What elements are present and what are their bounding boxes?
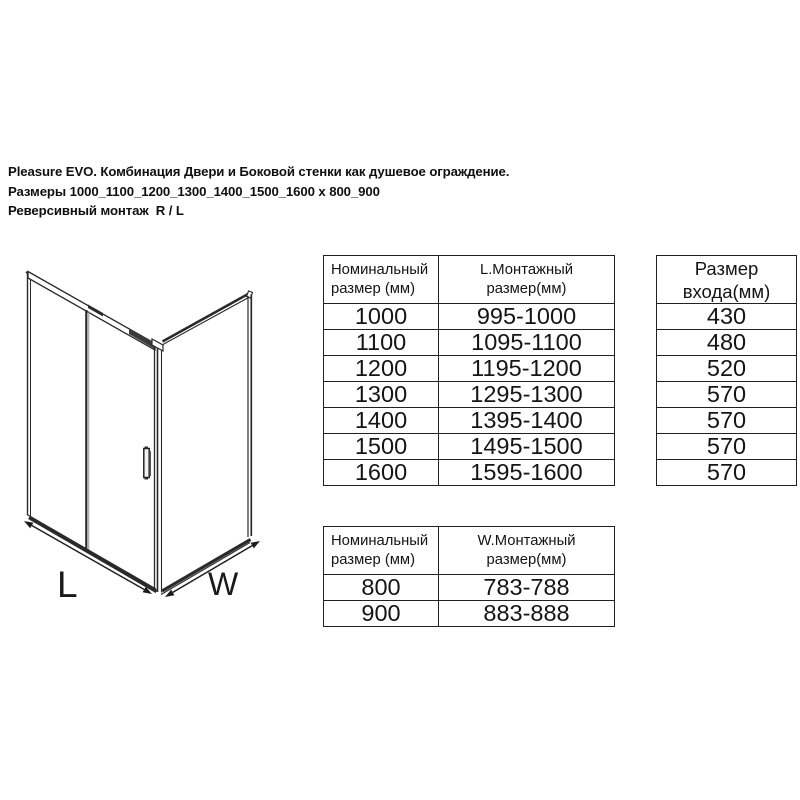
header-line: размер(мм) (486, 280, 567, 297)
page-title-line-2: Размеры 1000_1100_1200_1300_1400_1500_1600 x 800_900 (8, 183, 380, 199)
entry-size-cell: 570 (657, 460, 797, 486)
entry-size-cell: 430 (657, 304, 797, 330)
header-line: размер (мм) (331, 551, 416, 568)
table-header-row (324, 527, 615, 575)
table-row (657, 330, 797, 356)
entry-size-cell: 570 (657, 434, 797, 460)
nominal-size-header (324, 256, 439, 304)
nominal-size-cell: 900 (324, 601, 439, 627)
table-row (657, 460, 797, 486)
table-row (324, 382, 615, 408)
table-row (657, 356, 797, 382)
door-handle (144, 447, 150, 480)
table-header-row (324, 256, 615, 304)
width-label: W (208, 566, 239, 602)
door-front-panel (26, 272, 163, 593)
document-header (8, 162, 509, 221)
header-line: размер (мм) (331, 280, 416, 297)
mounting-size-cell: 995-1000 (439, 304, 615, 330)
entry-size-cell: 480 (657, 330, 797, 356)
nominal-size-cell: 1000 (324, 304, 439, 330)
table-header-row (657, 256, 797, 304)
entry-size-table (656, 255, 797, 486)
nominal-size-cell: 1400 (324, 408, 439, 434)
mounting-size-cell: 1195-1200 (439, 356, 615, 382)
nominal-size-cell: 1300 (324, 382, 439, 408)
side-wall-panel (161, 291, 253, 595)
l-mounting-size-header (439, 256, 615, 304)
shower-enclosure-diagram (0, 250, 300, 630)
header-line: Номинальный (331, 532, 429, 549)
header-line: Размер (694, 257, 759, 279)
entry-size-cell: 520 (657, 356, 797, 382)
nominal-size-cell: 1500 (324, 434, 439, 460)
table-row (657, 434, 797, 460)
table-row (324, 304, 615, 330)
table-row (324, 434, 615, 460)
table-row (657, 408, 797, 434)
page-title-line-3: Реверсивный монтаж R / L (8, 203, 184, 219)
mounting-size-cell: 1595-1600 (439, 460, 615, 486)
table-row (324, 601, 615, 627)
width-size-table (323, 526, 615, 627)
nominal-size-cell: 1200 (324, 356, 439, 382)
nominal-size-cell: 1100 (324, 330, 439, 356)
length-dimension-arrow (24, 521, 152, 594)
entry-size-cell: 570 (657, 408, 797, 434)
mounting-size-cell: 1295-1300 (439, 382, 615, 408)
entry-size-cell: 570 (657, 382, 797, 408)
nominal-size-header (324, 527, 439, 575)
mounting-size-cell: 1395-1400 (439, 408, 615, 434)
table-row (324, 408, 615, 434)
length-label: L (57, 564, 78, 605)
table-row (324, 575, 615, 601)
entry-size-header (657, 256, 797, 304)
mounting-size-cell: 1495-1500 (439, 434, 615, 460)
w-mounting-size-header (439, 527, 615, 575)
header-line: W.Монтажный (477, 532, 576, 549)
table-row (657, 304, 797, 330)
header-line: L.Монтажный (479, 261, 574, 278)
mounting-size-cell: 783-788 (439, 575, 615, 601)
table-row (324, 460, 615, 486)
table-row (657, 382, 797, 408)
header-line: Номинальный (331, 261, 429, 278)
nominal-size-cell: 1600 (324, 460, 439, 486)
length-size-table (323, 255, 615, 486)
table-row (324, 330, 615, 356)
table-row (324, 356, 615, 382)
mounting-size-cell: 883-888 (439, 601, 615, 627)
nominal-size-cell: 800 (324, 575, 439, 601)
header-line: размер(мм) (486, 551, 567, 568)
header-line: входа(мм) (682, 280, 771, 302)
mounting-size-cell: 1095-1100 (439, 330, 615, 356)
page-title-line-1: Pleasure EVO. Комбинация Двери и Боковой стенки как душевое ограждение. (8, 164, 510, 179)
